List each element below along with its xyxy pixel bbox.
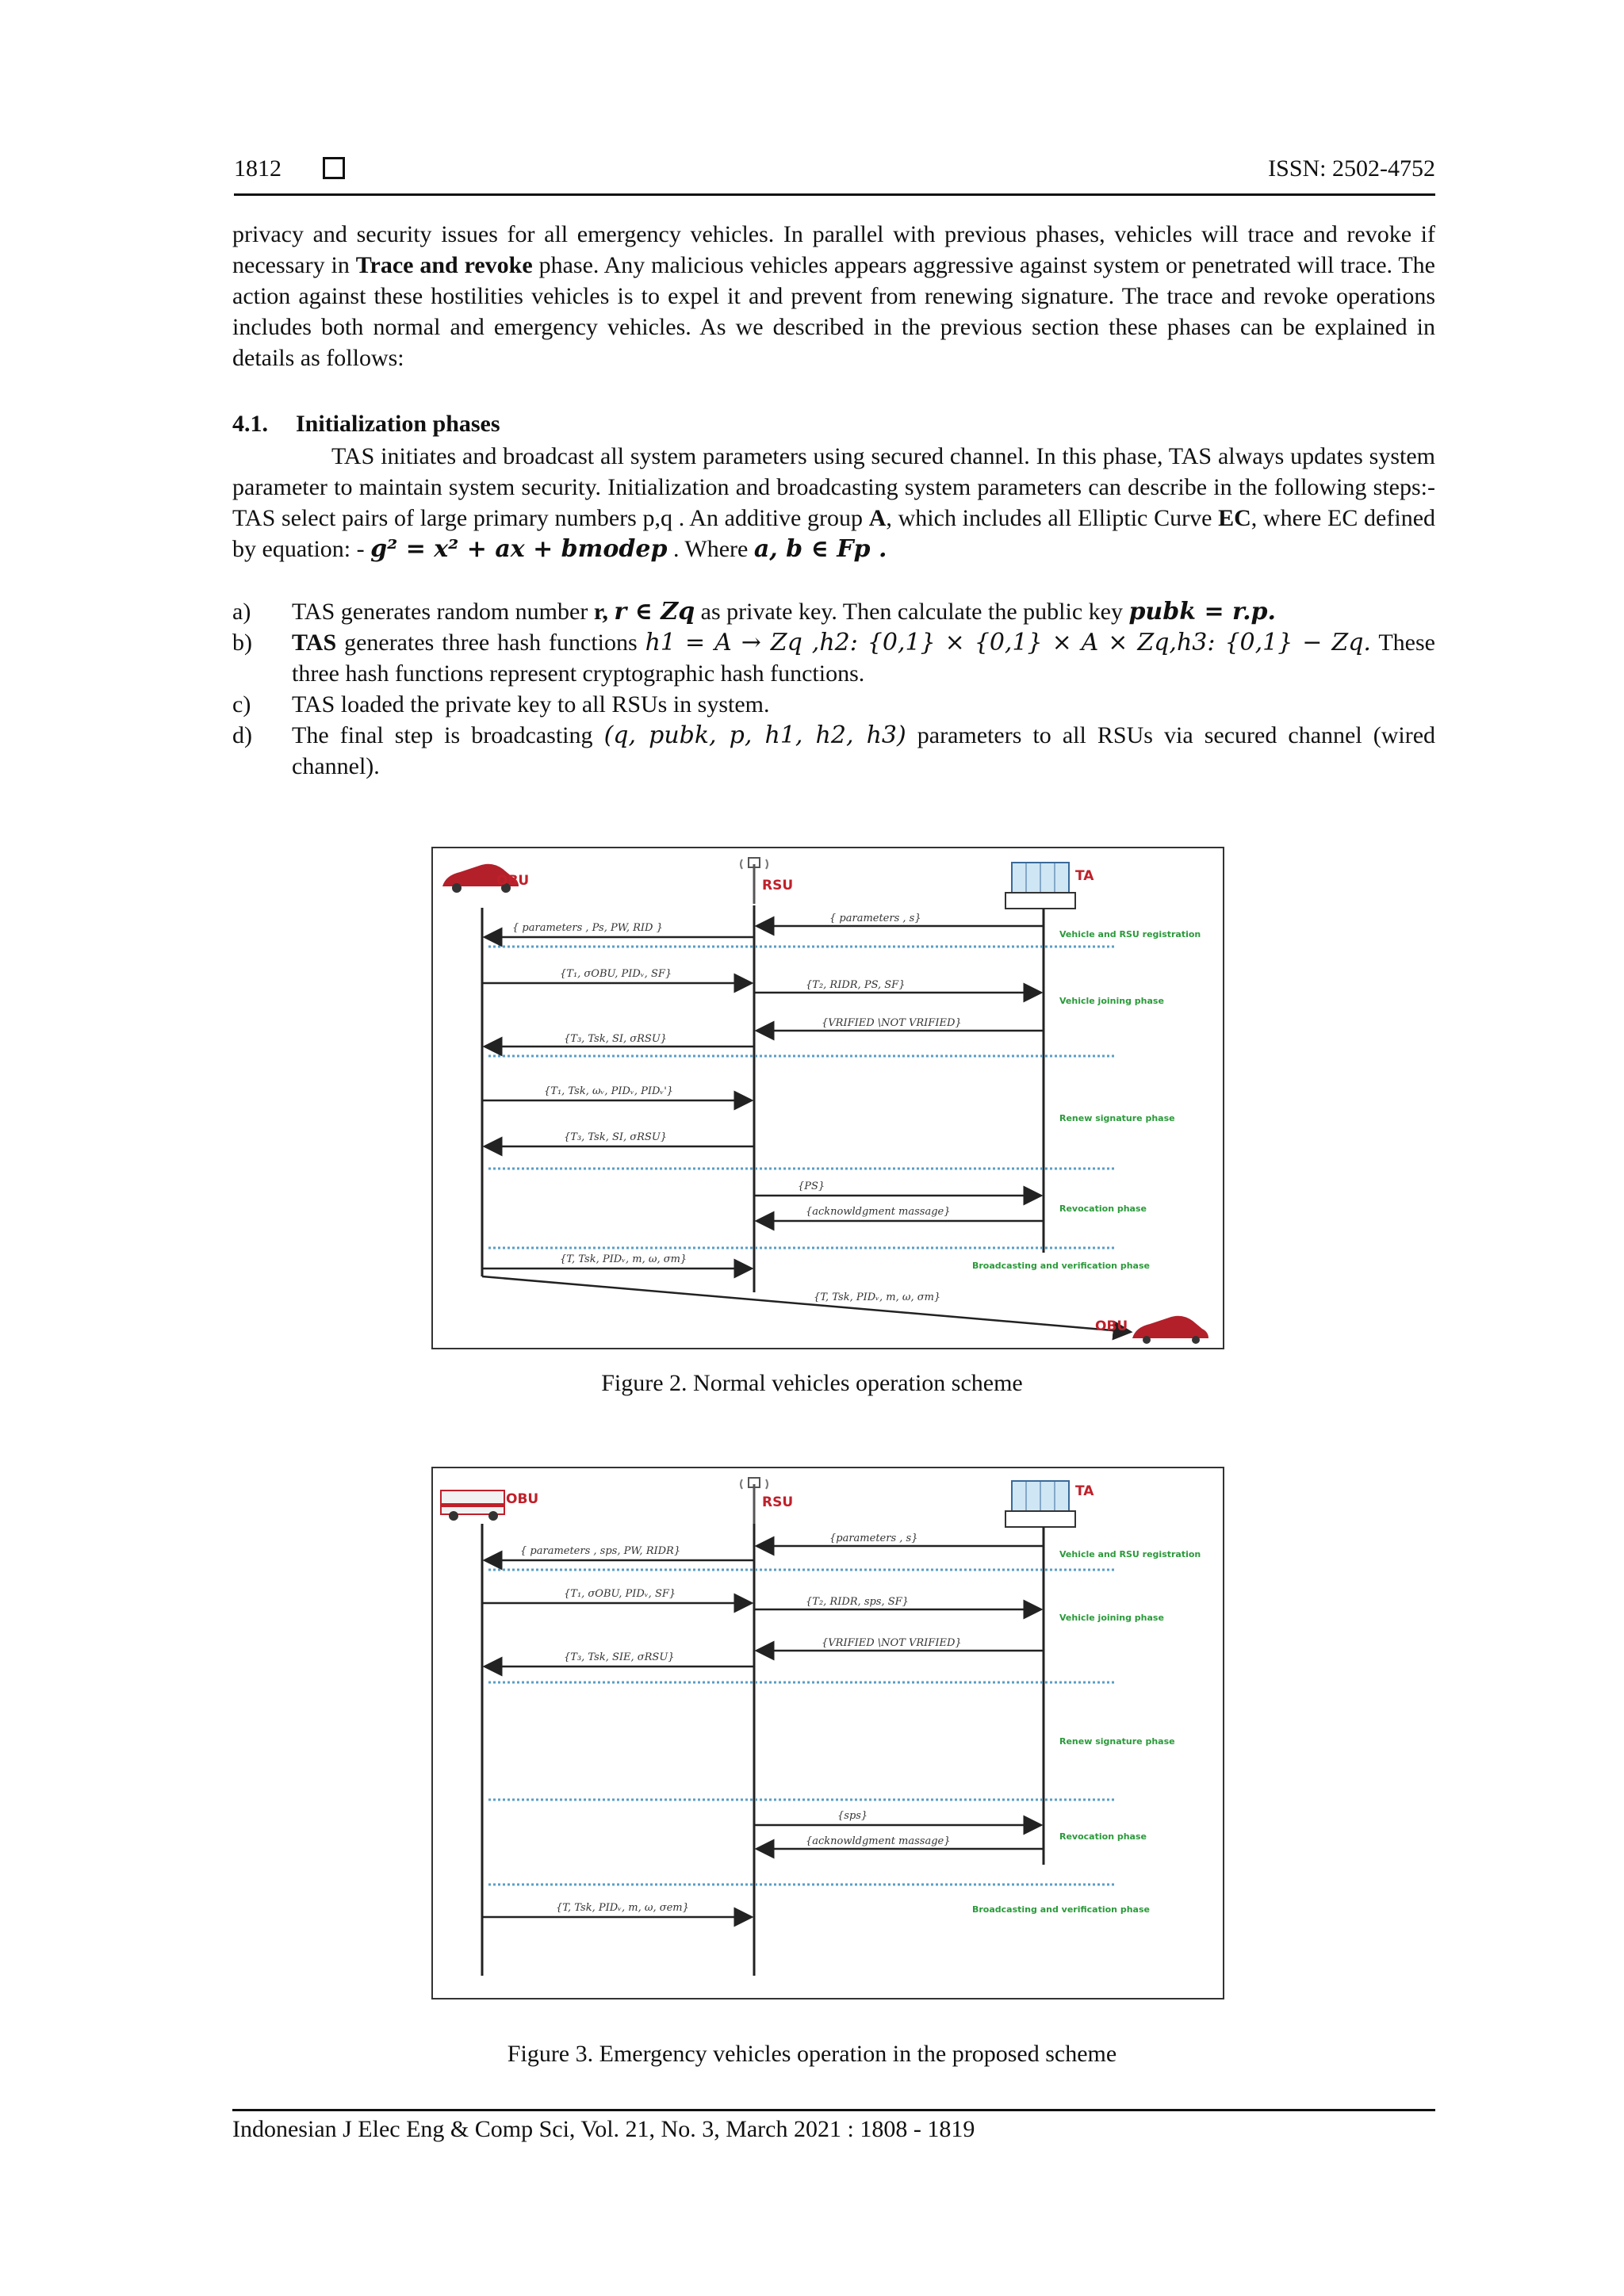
figure-3-caption: Figure 3. Emergency vehicles operation in the proposed scheme xyxy=(507,2041,1117,2067)
message-label: {T₂, RIDR, PS, SF} xyxy=(806,979,906,991)
message-label: {T₃, Tsk, SIE, σRSU} xyxy=(564,1651,675,1663)
phase-label: Renew signature phase xyxy=(1059,1113,1175,1123)
list-item: d) The final step is broadcasting (q, pubk, p, h1, h2, h3) parameters to all RSUs via secured channel (wired channel). xyxy=(232,721,1436,779)
phase-label: Vehicle joining phase xyxy=(1059,996,1164,1006)
message-label: {T₂, RIDR, sps, SF} xyxy=(806,1596,909,1608)
phase-label: Vehicle joining phase xyxy=(1059,1613,1164,1623)
message-label: {T₁, σOBU, PIDᵥ, SF} xyxy=(564,1588,676,1600)
page-header xyxy=(234,152,1435,196)
ta-building-icon xyxy=(1005,863,1075,909)
section-heading xyxy=(232,411,500,438)
square-icon xyxy=(323,157,345,179)
curve-equation: g² = x² + ax + bmodep xyxy=(370,535,668,563)
message-label: {T₁, σOBU, PIDᵥ, SF} xyxy=(560,968,672,980)
message-label: { parameters , Ps, PW, RID } xyxy=(512,922,663,934)
ta-building-icon xyxy=(1005,1481,1075,1527)
list-item: c) TAS loaded the private key to all RSUs in system. xyxy=(232,691,770,718)
phase-separators xyxy=(488,1570,1115,1885)
phase-label: Renew signature phase xyxy=(1059,1736,1175,1747)
list-item: a) TAS generates random number r, r ∈ Zq as private key. Then calculate the public key pubk = r.p. xyxy=(232,598,1276,626)
page-footer: Indonesian J Elec Eng & Comp Sci, Vol. 21, No. 3, March 2021 : 1808 - 1819 xyxy=(232,2109,1435,2143)
figure-2-diagram xyxy=(433,848,1223,1348)
ta-label: TA xyxy=(1075,1483,1094,1499)
message-arrow xyxy=(482,1276,1131,1332)
message-label: {PS} xyxy=(798,1181,825,1192)
figure-2-caption: Figure 2. Normal vehicles operation scheme xyxy=(601,1370,1023,1396)
figure-3-diagram xyxy=(433,1468,1223,1998)
message-label: {T₃, Tsk, SI, σRSU} xyxy=(564,1131,668,1143)
car-icon xyxy=(1132,1316,1208,1344)
message-label: {sps} xyxy=(837,1810,868,1822)
message-label: { parameters , s} xyxy=(829,913,921,924)
message-label: {acknowldgment massage} xyxy=(806,1835,951,1847)
obu-label: OBU xyxy=(506,1491,539,1507)
issn: ISSN: 2502-4752 xyxy=(1268,155,1435,182)
section-number: 4.1. xyxy=(232,411,268,437)
rsu-label: RSU xyxy=(762,878,794,894)
section-paragraph: TAS initiates and broadcast all system parameters using secured channel. In this phase, TAS always updates system parameter to maintain system security. Initialization and broadcasting system parameters can describe in the following steps:-TAS select pairs of large primary numbers p,q . An additive group A, which includes all Elliptic Curve EC, where EC defined by equation: - g² = x² + ax + bmodep . Where a, b ∈ Fp . xyxy=(232,443,1436,563)
list-item: b) TAS generates three hash functions h1 = A → Zq ,h2: {0,1} × {0,1} × A × Zq,h3: {0,1} − Zq. These three hash functions represent cryptographic hash functions. xyxy=(232,629,1435,687)
phase-label: Vehicle and RSU registration xyxy=(1059,1549,1201,1559)
obu2-label: OBU xyxy=(1095,1318,1128,1334)
obu-label: OBU xyxy=(496,873,530,889)
message-label: {T, Tsk, PIDᵥ, m, ω, σm} xyxy=(814,1292,941,1303)
ta-label: TA xyxy=(1075,868,1094,884)
ambulance-icon xyxy=(441,1490,504,1521)
message-label: {T₃, Tsk, SI, σRSU} xyxy=(564,1033,668,1045)
figure-3 xyxy=(431,1467,1224,1999)
steps-list xyxy=(232,596,1435,782)
intro-bold: Trace and revoke xyxy=(355,252,533,278)
phase-label: Revocation phase xyxy=(1059,1831,1147,1842)
intro-paragraph: privacy and security issues for all emergency vehicles. In parallel with previous phases, vehicles will trace and revoke if necessary in Trace and revoke phase. Any malicious vehicles appears aggressive against system or penetrated will trace. The action against these hostilities vehicles is to expel it and prevent from renewing signature. The trace and revoke operations includes both normal and emergency vehicles. As we described in the previous section these phases can be explained in details as follows: xyxy=(232,221,1436,371)
message-label: {VRIFIED \NOT VRIFIED} xyxy=(822,1017,962,1029)
page-number: 1812 xyxy=(234,155,282,182)
rsu-label: RSU xyxy=(762,1494,794,1510)
message-label: {VRIFIED \NOT VRIFIED} xyxy=(822,1637,962,1649)
section-title: Initialization phases xyxy=(296,411,500,437)
phase-label: Broadcasting and verification phase xyxy=(972,1904,1150,1915)
message-label: {T, Tsk, PIDᵥ, m, ω, σem} xyxy=(556,1902,689,1914)
message-label: {T, Tsk, PIDᵥ, m, ω, σm} xyxy=(560,1253,688,1265)
figure-2 xyxy=(431,847,1224,1349)
phase-label: Broadcasting and verification phase xyxy=(972,1261,1150,1271)
phase-label: Revocation phase xyxy=(1059,1203,1147,1214)
phase-label: Vehicle and RSU registration xyxy=(1059,929,1201,939)
message-label: { parameters , sps, PW, RIDR} xyxy=(520,1545,681,1557)
message-label: {acknowldgment massage} xyxy=(806,1206,951,1218)
message-label: {T₁, Tsk, ωᵥ, PIDᵥ, PIDᵥ'} xyxy=(544,1085,674,1097)
message-label: {parameters , s} xyxy=(829,1533,918,1544)
